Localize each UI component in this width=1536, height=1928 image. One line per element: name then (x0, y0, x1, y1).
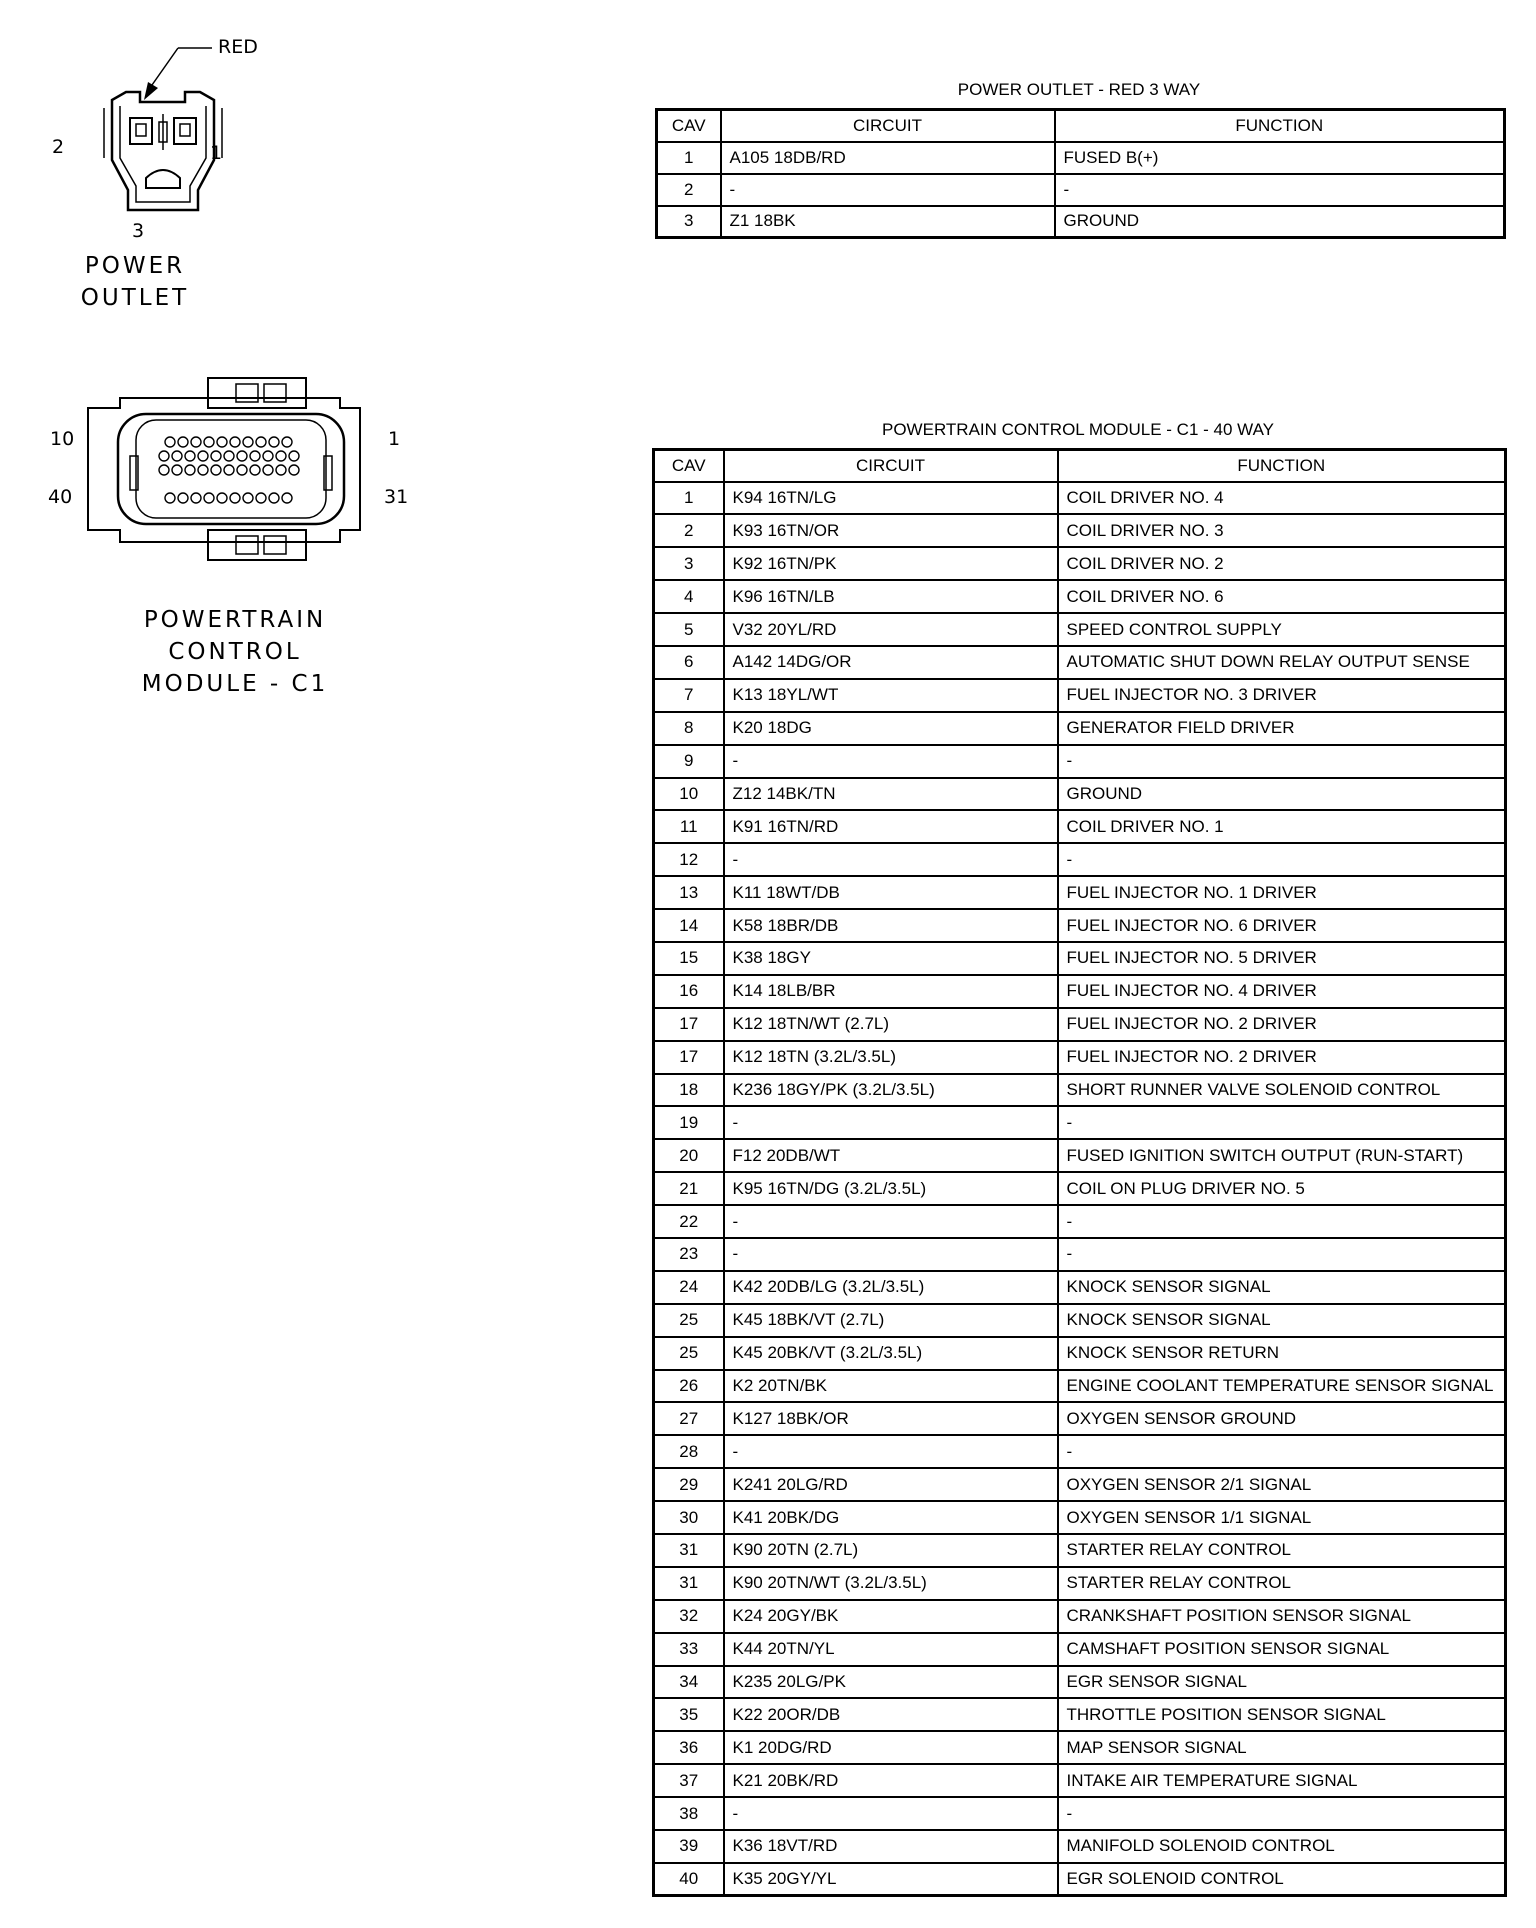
function-cell: KNOCK SENSOR SIGNAL (1058, 1304, 1506, 1337)
table-row (654, 810, 1506, 843)
circuit-cell: K42 20DB/LG (3.2L/3.5L) (724, 1271, 1058, 1304)
cav-cell: 9 (654, 745, 724, 778)
table-row (654, 1370, 1506, 1403)
cav-cell: 3 (654, 547, 724, 580)
circuit-cell: K2 20TN/BK (724, 1370, 1058, 1403)
circuit-cell: K90 20TN (2.7L) (724, 1534, 1058, 1567)
function-cell: STARTER RELAY CONTROL (1058, 1534, 1506, 1567)
table-header-row (657, 110, 1505, 142)
table-body (654, 482, 1506, 1896)
cav-header: CAV (657, 110, 721, 142)
cav-cell: 6 (654, 646, 724, 679)
function-cell: SHORT RUNNER VALVE SOLENOID CONTROL (1058, 1074, 1506, 1107)
cav-cell: 1 (657, 142, 721, 174)
circuit-cell: K45 20BK/VT (3.2L/3.5L) (724, 1337, 1058, 1370)
function-cell: EGR SOLENOID CONTROL (1058, 1863, 1506, 1896)
circuit-cell: Z12 14BK/TN (724, 778, 1058, 811)
circuit-cell: K20 18DG (724, 712, 1058, 745)
cav-cell: 40 (654, 1863, 724, 1896)
circuit-cell: K45 18BK/VT (2.7L) (724, 1304, 1058, 1337)
circuit-cell: F12 20DB/WT (724, 1139, 1058, 1172)
circuit-cell: K12 18TN/WT (2.7L) (724, 1008, 1058, 1041)
pin-label-10: 10 (50, 428, 75, 450)
table-row (654, 1435, 1506, 1468)
table-row (654, 712, 1506, 745)
function-cell: GROUND (1055, 206, 1505, 238)
cav-cell: 18 (654, 1074, 724, 1107)
cav-cell: 1 (654, 482, 724, 515)
function-cell: THROTTLE POSITION SENSOR SIGNAL (1058, 1698, 1506, 1731)
cav-cell: 25 (654, 1337, 724, 1370)
function-cell: COIL DRIVER NO. 6 (1058, 580, 1506, 613)
table-body (657, 142, 1505, 238)
pcm-c1-caption (110, 604, 360, 700)
cav-cell: 3 (657, 206, 721, 238)
circuit-cell: K58 18BR/DB (724, 909, 1058, 942)
cav-cell: 28 (654, 1435, 724, 1468)
table-row (654, 1534, 1506, 1567)
cav-cell: 13 (654, 876, 724, 909)
table-row (654, 975, 1506, 1008)
function-header: FUNCTION (1055, 110, 1505, 142)
cav-cell: 31 (654, 1567, 724, 1600)
function-cell: STARTER RELAY CONTROL (1058, 1567, 1506, 1600)
table-row (657, 206, 1505, 238)
function-cell: FUEL INJECTOR NO. 4 DRIVER (1058, 975, 1506, 1008)
cav-cell: 30 (654, 1501, 724, 1534)
power-outlet-pin-table (655, 108, 1506, 239)
cav-cell: 8 (654, 712, 724, 745)
circuit-cell: K38 18GY (724, 942, 1058, 975)
cav-cell: 27 (654, 1402, 724, 1435)
cav-cell: 12 (654, 843, 724, 876)
cav-cell: 26 (654, 1370, 724, 1403)
table-row (654, 1205, 1506, 1238)
caption-line: CONTROL (168, 639, 302, 665)
caption-line: POWER (84, 253, 186, 279)
cav-cell: 35 (654, 1698, 724, 1731)
cav-cell: 15 (654, 942, 724, 975)
table-row (654, 745, 1506, 778)
cav-cell: 34 (654, 1666, 724, 1699)
cav-cell: 14 (654, 909, 724, 942)
function-cell: CRANKSHAFT POSITION SENSOR SIGNAL (1058, 1600, 1506, 1633)
table-row (654, 1633, 1506, 1666)
function-cell: COIL DRIVER NO. 3 (1058, 514, 1506, 547)
cav-cell: 5 (654, 613, 724, 646)
circuit-cell: K95 16TN/DG (3.2L/3.5L) (724, 1172, 1058, 1205)
circuit-cell: - (724, 1205, 1058, 1238)
function-cell: - (1058, 1238, 1506, 1271)
pin-label-1: 1 (388, 428, 401, 450)
table-row (654, 679, 1506, 712)
cav-cell: 7 (654, 679, 724, 712)
function-cell: COIL DRIVER NO. 4 (1058, 482, 1506, 515)
cav-cell: 20 (654, 1139, 724, 1172)
function-cell: FUEL INJECTOR NO. 6 DRIVER (1058, 909, 1506, 942)
function-cell: - (1058, 745, 1506, 778)
circuit-cell: A142 14DG/OR (724, 646, 1058, 679)
function-header: FUNCTION (1058, 450, 1506, 482)
circuit-cell: K11 18WT/DB (724, 876, 1058, 909)
table-row (654, 1764, 1506, 1797)
table-row (654, 1304, 1506, 1337)
table-row (654, 778, 1506, 811)
table-row (654, 1238, 1506, 1271)
circuit-cell: K35 20GY/YL (724, 1863, 1058, 1896)
power-outlet-table-title: POWER OUTLET - RED 3 WAY (957, 80, 1201, 99)
function-cell: MAP SENSOR SIGNAL (1058, 1731, 1506, 1764)
table-row (654, 1468, 1506, 1501)
table-row (654, 1402, 1506, 1435)
function-cell: AUTOMATIC SHUT DOWN RELAY OUTPUT SENSE (1058, 646, 1506, 679)
circuit-cell: - (724, 1106, 1058, 1139)
function-cell: INTAKE AIR TEMPERATURE SIGNAL (1058, 1764, 1506, 1797)
circuit-header: CIRCUIT (721, 110, 1055, 142)
cav-cell: 22 (654, 1205, 724, 1238)
cav-cell: 25 (654, 1304, 724, 1337)
cav-cell: 19 (654, 1106, 724, 1139)
function-cell: COIL ON PLUG DRIVER NO. 5 (1058, 1172, 1506, 1205)
cav-cell: 4 (654, 580, 724, 613)
circuit-cell: K36 18VT/RD (724, 1830, 1058, 1863)
pcm-c1-diagram (40, 370, 420, 570)
function-cell: OXYGEN SENSOR 2/1 SIGNAL (1058, 1468, 1506, 1501)
table-row (654, 547, 1506, 580)
circuit-cell: - (724, 745, 1058, 778)
cav-cell: 36 (654, 1731, 724, 1764)
function-cell: EGR SENSOR SIGNAL (1058, 1666, 1506, 1699)
pin-label-40: 40 (48, 486, 73, 508)
circuit-cell: - (724, 843, 1058, 876)
circuit-cell: K21 20BK/RD (724, 1764, 1058, 1797)
function-cell: FUEL INJECTOR NO. 3 DRIVER (1058, 679, 1506, 712)
circuit-cell: K24 20GY/BK (724, 1600, 1058, 1633)
function-cell: MANIFOLD SOLENOID CONTROL (1058, 1830, 1506, 1863)
pcm-c1-connector-drawing (40, 370, 420, 570)
function-cell: FUEL INJECTOR NO. 2 DRIVER (1058, 1041, 1506, 1074)
table-row (654, 1074, 1506, 1107)
table-row (654, 1797, 1506, 1830)
cav-cell: 23 (654, 1238, 724, 1271)
function-cell: COIL DRIVER NO. 2 (1058, 547, 1506, 580)
cav-cell: 31 (654, 1534, 724, 1567)
pin-label-31: 31 (384, 486, 409, 508)
function-cell: CAMSHAFT POSITION SENSOR SIGNAL (1058, 1633, 1506, 1666)
cav-cell: 38 (654, 1797, 724, 1830)
power-outlet-caption (40, 250, 230, 314)
table-row (654, 514, 1506, 547)
table-row (654, 613, 1506, 646)
cav-cell: 2 (657, 174, 721, 206)
cav-cell: 33 (654, 1633, 724, 1666)
table-row (654, 1666, 1506, 1699)
table-row (654, 1337, 1506, 1370)
function-cell: KNOCK SENSOR RETURN (1058, 1337, 1506, 1370)
cav-cell: 16 (654, 975, 724, 1008)
function-cell: - (1058, 1205, 1506, 1238)
function-cell: SPEED CONTROL SUPPLY (1058, 613, 1506, 646)
table-row (654, 1172, 1506, 1205)
function-cell: - (1058, 1435, 1506, 1468)
circuit-cell: K13 18YL/WT (724, 679, 1058, 712)
function-cell: FUSED B(+) (1055, 142, 1505, 174)
table-row (654, 1830, 1506, 1863)
table-header-row (654, 450, 1506, 482)
pcm-c1-pin-table (652, 448, 1507, 1897)
circuit-header: CIRCUIT (724, 450, 1058, 482)
pcm-c1-table-title: POWERTRAIN CONTROL MODULE - C1 - 40 WAY (882, 420, 1274, 439)
function-cell: GENERATOR FIELD DRIVER (1058, 712, 1506, 745)
circuit-cell: - (724, 1797, 1058, 1830)
circuit-cell: V32 20YL/RD (724, 613, 1058, 646)
cav-cell: 2 (654, 514, 724, 547)
circuit-cell: K236 18GY/PK (3.2L/3.5L) (724, 1074, 1058, 1107)
pin-label-1: 1 (210, 142, 223, 164)
circuit-cell: A105 18DB/RD (721, 142, 1055, 174)
cav-cell: 37 (654, 1764, 724, 1797)
function-cell: - (1055, 174, 1505, 206)
circuit-cell: K22 20OR/DB (724, 1698, 1058, 1731)
circuit-cell: K14 18LB/BR (724, 975, 1058, 1008)
wire-color-label: RED (218, 36, 258, 58)
caption-line: POWERTRAIN (143, 607, 327, 633)
function-cell: OXYGEN SENSOR GROUND (1058, 1402, 1506, 1435)
table-row (654, 1106, 1506, 1139)
power-outlet-connector-drawing (40, 30, 290, 250)
table-row (654, 1600, 1506, 1633)
table-row (654, 1271, 1506, 1304)
function-cell: FUEL INJECTOR NO. 1 DRIVER (1058, 876, 1506, 909)
function-cell: FUSED IGNITION SWITCH OUTPUT (RUN-START) (1058, 1139, 1506, 1172)
table-row (654, 1863, 1506, 1896)
table-row (654, 580, 1506, 613)
power-outlet-diagram (40, 30, 290, 250)
table-row (654, 1698, 1506, 1731)
circuit-cell: K1 20DG/RD (724, 1731, 1058, 1764)
function-cell: ENGINE COOLANT TEMPERATURE SENSOR SIGNAL (1058, 1370, 1506, 1403)
table-row (654, 1731, 1506, 1764)
function-cell: FUEL INJECTOR NO. 5 DRIVER (1058, 942, 1506, 975)
table-row (654, 1041, 1506, 1074)
cav-header: CAV (654, 450, 724, 482)
cav-cell: 21 (654, 1172, 724, 1205)
function-cell: OXYGEN SENSOR 1/1 SIGNAL (1058, 1501, 1506, 1534)
cav-cell: 10 (654, 778, 724, 811)
circuit-cell: K96 16TN/LB (724, 580, 1058, 613)
circuit-cell: K93 16TN/OR (724, 514, 1058, 547)
pin-label-3: 3 (132, 220, 145, 242)
circuit-cell: K44 20TN/YL (724, 1633, 1058, 1666)
cav-cell: 17 (654, 1041, 724, 1074)
caption-line: OUTLET (80, 285, 190, 311)
table-row (654, 1139, 1506, 1172)
circuit-cell: K41 20BK/DG (724, 1501, 1058, 1534)
table-row (654, 843, 1506, 876)
circuit-cell: - (724, 1238, 1058, 1271)
table-row (657, 174, 1505, 206)
circuit-cell: K94 16TN/LG (724, 482, 1058, 515)
table-row (654, 942, 1506, 975)
circuit-cell: K92 16TN/PK (724, 547, 1058, 580)
cav-cell: 11 (654, 810, 724, 843)
table-row (654, 1008, 1506, 1041)
function-cell: - (1058, 1797, 1506, 1830)
circuit-cell: K127 18BK/OR (724, 1402, 1058, 1435)
circuit-cell: K91 16TN/RD (724, 810, 1058, 843)
cav-cell: 39 (654, 1830, 724, 1863)
cav-cell: 29 (654, 1468, 724, 1501)
cav-cell: 24 (654, 1271, 724, 1304)
function-cell: FUEL INJECTOR NO. 2 DRIVER (1058, 1008, 1506, 1041)
table-row (654, 1567, 1506, 1600)
function-cell: GROUND (1058, 778, 1506, 811)
circuit-cell: K12 18TN (3.2L/3.5L) (724, 1041, 1058, 1074)
circuit-cell: - (721, 174, 1055, 206)
cav-cell: 17 (654, 1008, 724, 1041)
table-row (654, 646, 1506, 679)
function-cell: - (1058, 1106, 1506, 1139)
table-row (654, 1501, 1506, 1534)
table-row (654, 909, 1506, 942)
caption-line: MODULE - C1 (141, 671, 329, 697)
circuit-cell: K241 20LG/RD (724, 1468, 1058, 1501)
table-row (654, 482, 1506, 515)
circuit-cell: K90 20TN/WT (3.2L/3.5L) (724, 1567, 1058, 1600)
function-cell: COIL DRIVER NO. 1 (1058, 810, 1506, 843)
table-row (657, 142, 1505, 174)
table-row (654, 876, 1506, 909)
function-cell: KNOCK SENSOR SIGNAL (1058, 1271, 1506, 1304)
circuit-cell: - (724, 1435, 1058, 1468)
circuit-cell: K235 20LG/PK (724, 1666, 1058, 1699)
circuit-cell: Z1 18BK (721, 206, 1055, 238)
function-cell: - (1058, 843, 1506, 876)
pin-label-2: 2 (52, 136, 65, 158)
cav-cell: 32 (654, 1600, 724, 1633)
